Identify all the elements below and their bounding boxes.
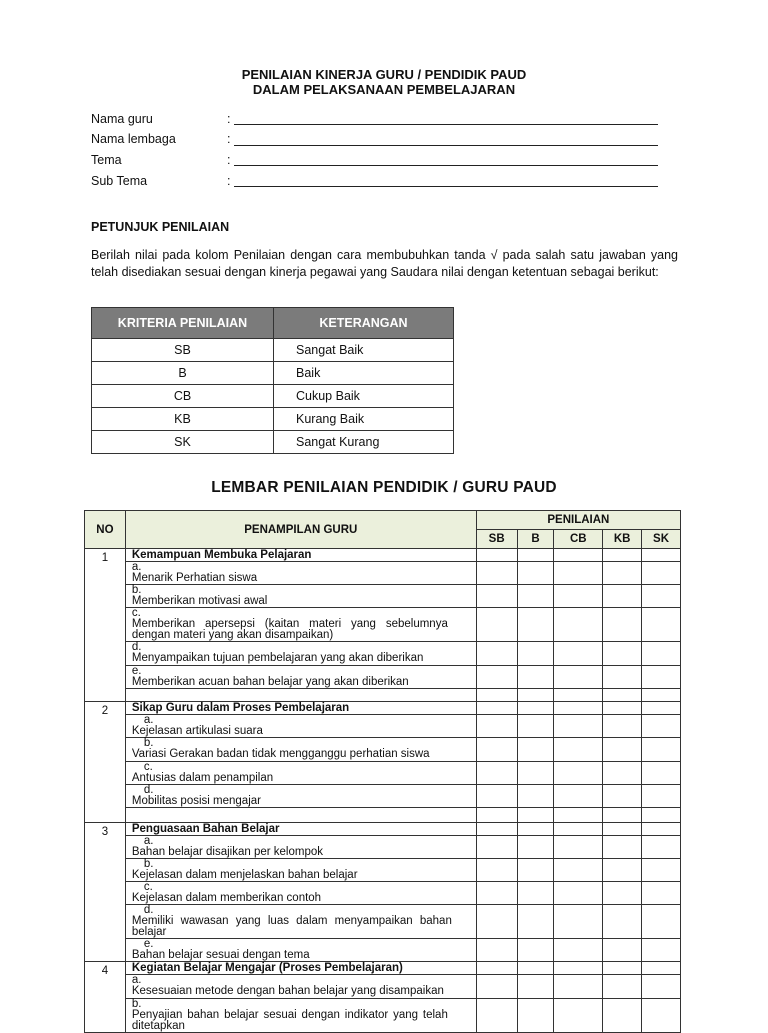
score-cell[interactable] bbox=[642, 562, 681, 585]
score-cell[interactable] bbox=[476, 715, 517, 738]
score-cell[interactable] bbox=[603, 689, 642, 702]
score-cell[interactable] bbox=[517, 882, 554, 905]
score-cell[interactable] bbox=[476, 962, 517, 975]
item-label: c. bbox=[143, 881, 153, 893]
item-cell bbox=[125, 642, 476, 666]
item-row bbox=[85, 882, 681, 905]
score-cell[interactable] bbox=[517, 836, 554, 859]
item-cell bbox=[125, 905, 476, 939]
item-row bbox=[85, 939, 681, 962]
section-row bbox=[85, 823, 681, 836]
section-title: Kemampuan Membuka Pelajaran bbox=[125, 549, 476, 562]
item-row bbox=[85, 905, 681, 939]
score-cell[interactable] bbox=[554, 608, 603, 642]
item-text: Penyajian bahan belajar sesuai dengan indikator yang telah ditetapkan bbox=[131, 1009, 448, 1032]
score-cell[interactable] bbox=[554, 882, 603, 905]
score-cell[interactable] bbox=[517, 859, 554, 882]
score-cell[interactable] bbox=[603, 562, 642, 585]
score-cell[interactable] bbox=[476, 808, 517, 823]
score-cell[interactable] bbox=[517, 823, 554, 836]
score-cell[interactable] bbox=[476, 939, 517, 962]
section-title: Sikap Guru dalam Proses Pembelajaran bbox=[125, 702, 476, 715]
item-label: a. bbox=[131, 974, 142, 986]
kriteria-row bbox=[92, 385, 454, 408]
item-cell bbox=[125, 738, 476, 762]
score-cell[interactable] bbox=[517, 785, 554, 808]
item-row bbox=[85, 762, 681, 785]
kriteria-row bbox=[92, 431, 454, 454]
item-text: Kejelasan dalam menjelaskan bahan belajar bbox=[131, 869, 358, 881]
score-cell[interactable] bbox=[642, 905, 681, 939]
field-colon: : bbox=[227, 153, 231, 167]
item-row bbox=[85, 738, 681, 762]
kriteria-row bbox=[92, 408, 454, 431]
item-label: b. bbox=[131, 584, 142, 596]
kriteria-row bbox=[92, 339, 454, 362]
score-cell[interactable] bbox=[642, 738, 681, 762]
item-cell bbox=[125, 859, 476, 882]
field-line-tema[interactable] bbox=[234, 165, 658, 166]
score-cell[interactable] bbox=[603, 905, 642, 939]
item-cell bbox=[125, 939, 476, 962]
score-cell[interactable] bbox=[603, 808, 642, 823]
score-cell[interactable] bbox=[476, 689, 517, 702]
item-cell bbox=[125, 975, 476, 999]
score-cell[interactable] bbox=[642, 608, 681, 642]
score-cell[interactable] bbox=[476, 608, 517, 642]
score-cell[interactable] bbox=[603, 823, 642, 836]
score-cell[interactable] bbox=[517, 738, 554, 762]
kriteria-desc: Sangat Kurang bbox=[274, 431, 454, 454]
item-text: Mobilitas posisi mengajar bbox=[131, 795, 261, 807]
item-row bbox=[85, 715, 681, 738]
score-cell[interactable] bbox=[603, 962, 642, 975]
item-cell bbox=[125, 585, 476, 608]
score-cell[interactable] bbox=[476, 975, 517, 999]
score-cell[interactable] bbox=[642, 808, 681, 823]
item-row bbox=[85, 785, 681, 808]
score-cell[interactable] bbox=[476, 549, 517, 562]
item-row bbox=[85, 666, 681, 689]
score-cell[interactable] bbox=[517, 939, 554, 962]
score-cell[interactable] bbox=[554, 808, 603, 823]
field-label-nama-guru: Nama guru bbox=[91, 112, 153, 126]
score-cell[interactable] bbox=[476, 738, 517, 762]
item-label: e. bbox=[131, 665, 142, 677]
item-label: c. bbox=[143, 761, 153, 773]
score-header-cb: CB bbox=[554, 530, 603, 549]
item-text: Variasi Gerakan badan tidak mengganggu perhatian siswa bbox=[131, 748, 430, 760]
header-no: NO bbox=[85, 511, 126, 549]
score-cell[interactable] bbox=[476, 562, 517, 585]
score-cell[interactable] bbox=[642, 785, 681, 808]
score-cell[interactable] bbox=[603, 939, 642, 962]
score-cell[interactable] bbox=[642, 859, 681, 882]
document-title-line2: DALAM PELAKSANAAN PEMBELAJARAN bbox=[252, 82, 516, 97]
kriteria-code: CB bbox=[92, 385, 274, 408]
item-cell bbox=[125, 608, 476, 642]
score-cell[interactable] bbox=[517, 549, 554, 562]
score-cell[interactable] bbox=[517, 702, 554, 715]
lembar-title: LEMBAR PENILAIAN PENDIDIK / GURU PAUD bbox=[211, 479, 557, 496]
item-label: c. bbox=[131, 607, 141, 619]
score-cell[interactable] bbox=[517, 905, 554, 939]
score-cell[interactable] bbox=[517, 975, 554, 999]
score-cell[interactable] bbox=[517, 666, 554, 689]
item-text: Kesesuaian metode dengan bahan belajar yang disampaikan bbox=[131, 985, 444, 997]
item-row bbox=[85, 608, 681, 642]
spacer-cell bbox=[125, 808, 476, 823]
kriteria-code: B bbox=[92, 362, 274, 385]
score-cell[interactable] bbox=[603, 585, 642, 608]
item-text: Antusias dalam penampilan bbox=[131, 772, 274, 784]
item-label: a. bbox=[143, 835, 154, 847]
score-cell[interactable] bbox=[642, 689, 681, 702]
score-cell[interactable] bbox=[517, 999, 554, 1033]
item-cell bbox=[125, 785, 476, 808]
score-cell[interactable] bbox=[554, 939, 603, 962]
score-cell[interactable] bbox=[554, 823, 603, 836]
item-text: Kejelasan artikulasi suara bbox=[131, 725, 263, 737]
score-cell[interactable] bbox=[554, 715, 603, 738]
score-cell[interactable] bbox=[476, 859, 517, 882]
field-colon: : bbox=[227, 132, 231, 146]
kriteria-desc: Kurang Baik bbox=[274, 408, 454, 431]
section-title: Kegiatan Belajar Mengajar (Proses Pembelajaran) bbox=[125, 962, 476, 975]
score-cell[interactable] bbox=[517, 962, 554, 975]
petunjuk-heading: PETUNJUK PENILAIAN bbox=[91, 220, 230, 234]
item-label: b. bbox=[143, 737, 154, 749]
item-label: b. bbox=[131, 998, 142, 1010]
score-cell[interactable] bbox=[642, 882, 681, 905]
item-cell bbox=[125, 882, 476, 905]
item-label: b. bbox=[143, 858, 154, 870]
score-cell[interactable] bbox=[603, 738, 642, 762]
score-cell[interactable] bbox=[476, 762, 517, 785]
item-cell bbox=[125, 999, 476, 1033]
score-cell[interactable] bbox=[603, 836, 642, 859]
score-cell[interactable] bbox=[603, 702, 642, 715]
kriteria-desc: Baik bbox=[274, 362, 454, 385]
score-cell[interactable] bbox=[476, 666, 517, 689]
score-cell[interactable] bbox=[554, 562, 603, 585]
score-cell[interactable] bbox=[554, 738, 603, 762]
score-header-kb: KB bbox=[603, 530, 642, 549]
row-number: 3 bbox=[85, 823, 126, 962]
item-cell bbox=[125, 762, 476, 785]
field-colon: : bbox=[227, 112, 231, 126]
score-cell[interactable] bbox=[554, 975, 603, 999]
item-cell bbox=[125, 666, 476, 689]
section-row bbox=[85, 702, 681, 715]
score-cell[interactable] bbox=[476, 823, 517, 836]
item-text: Memberikan acuan bahan belajar yang akan diberikan bbox=[131, 676, 409, 688]
penilaian-table bbox=[84, 510, 681, 1033]
item-text: Menyampaikan tujuan pembelajaran yang akan diberikan bbox=[131, 652, 424, 664]
kriteria-desc: Cukup Baik bbox=[274, 385, 454, 408]
kriteria-code: KB bbox=[92, 408, 274, 431]
item-row bbox=[85, 562, 681, 585]
score-cell[interactable] bbox=[554, 859, 603, 882]
score-header-b: B bbox=[517, 530, 554, 549]
score-cell[interactable] bbox=[642, 762, 681, 785]
document-title-line1: PENILAIAN KINERJA GURU / PENDIDIK PAUD bbox=[241, 67, 527, 82]
field-line-nama-guru[interactable] bbox=[234, 124, 658, 125]
score-cell[interactable] bbox=[517, 642, 554, 666]
header-penampilan-guru: PENAMPILAN GURU bbox=[125, 511, 476, 549]
item-cell bbox=[125, 836, 476, 859]
score-cell[interactable] bbox=[517, 585, 554, 608]
item-row bbox=[85, 999, 681, 1033]
score-cell[interactable] bbox=[642, 549, 681, 562]
score-cell[interactable] bbox=[642, 702, 681, 715]
item-text: Bahan belajar disajikan per kelompok bbox=[131, 846, 324, 858]
field-line-sub-tema[interactable] bbox=[234, 186, 658, 187]
spacer-row bbox=[85, 689, 681, 702]
item-row bbox=[85, 859, 681, 882]
score-cell[interactable] bbox=[554, 642, 603, 666]
field-colon: : bbox=[227, 174, 231, 188]
instruction-paragraph: Berilah nilai pada kolom Penilaian dengan cara membubuhkan tanda √ pada salah satu jawaban yang telah disediakan sesuai dengan kinerja pegawai yang Saudara nilai dengan ketentuan sebagai berikut: bbox=[91, 248, 678, 279]
score-cell[interactable] bbox=[642, 939, 681, 962]
score-cell[interactable] bbox=[642, 975, 681, 999]
score-cell[interactable] bbox=[476, 642, 517, 666]
score-cell[interactable] bbox=[554, 689, 603, 702]
item-text: Memberikan apersepsi (kaitan materi yang sebelumnya dengan materi yang akan disampaikan) bbox=[131, 618, 448, 641]
item-text: Bahan belajar sesuai dengan tema bbox=[131, 949, 310, 961]
item-row bbox=[85, 836, 681, 859]
score-cell[interactable] bbox=[517, 562, 554, 585]
score-cell[interactable] bbox=[603, 975, 642, 999]
row-number: 4 bbox=[85, 962, 126, 1033]
item-label: d. bbox=[131, 641, 142, 653]
score-cell[interactable] bbox=[476, 702, 517, 715]
kriteria-table bbox=[91, 307, 454, 454]
score-cell[interactable] bbox=[603, 882, 642, 905]
score-cell[interactable] bbox=[603, 785, 642, 808]
kriteria-header: KRITERIA PENILAIAN bbox=[92, 308, 274, 339]
kriteria-code: SK bbox=[92, 431, 274, 454]
score-cell[interactable] bbox=[642, 585, 681, 608]
item-text: Memiliki wawasan yang luas dalam menyampaikan bahan belajar bbox=[131, 915, 452, 938]
score-cell[interactable] bbox=[476, 882, 517, 905]
score-cell[interactable] bbox=[476, 905, 517, 939]
item-cell bbox=[125, 715, 476, 738]
score-cell[interactable] bbox=[603, 642, 642, 666]
score-header-sk: SK bbox=[642, 530, 681, 549]
row-number: 2 bbox=[85, 702, 126, 823]
item-label: d. bbox=[143, 784, 154, 796]
score-cell[interactable] bbox=[517, 808, 554, 823]
item-text: Memberikan motivasi awal bbox=[131, 595, 268, 607]
kriteria-desc: Sangat Baik bbox=[274, 339, 454, 362]
score-cell[interactable] bbox=[642, 666, 681, 689]
spacer-row bbox=[85, 808, 681, 823]
score-header-sb: SB bbox=[476, 530, 517, 549]
score-cell[interactable] bbox=[476, 785, 517, 808]
row-number: 1 bbox=[85, 549, 126, 702]
spacer-cell bbox=[125, 689, 476, 702]
score-cell[interactable] bbox=[476, 585, 517, 608]
score-cell[interactable] bbox=[476, 999, 517, 1033]
score-cell[interactable] bbox=[517, 762, 554, 785]
score-cell[interactable] bbox=[554, 999, 603, 1033]
score-cell[interactable] bbox=[642, 999, 681, 1033]
score-cell[interactable] bbox=[554, 702, 603, 715]
header-penilaian: PENILAIAN bbox=[476, 511, 680, 530]
field-label-sub-tema: Sub Tema bbox=[91, 174, 148, 188]
score-cell[interactable] bbox=[554, 905, 603, 939]
score-cell[interactable] bbox=[642, 715, 681, 738]
score-cell[interactable] bbox=[517, 715, 554, 738]
score-cell[interactable] bbox=[554, 836, 603, 859]
score-cell[interactable] bbox=[603, 859, 642, 882]
item-cell bbox=[125, 562, 476, 585]
field-line-nama-lembaga[interactable] bbox=[234, 145, 658, 146]
score-cell[interactable] bbox=[603, 999, 642, 1033]
score-cell[interactable] bbox=[517, 608, 554, 642]
kriteria-code: SB bbox=[92, 339, 274, 362]
score-cell[interactable] bbox=[554, 549, 603, 562]
score-cell[interactable] bbox=[554, 666, 603, 689]
field-label-tema: Tema bbox=[91, 153, 122, 167]
score-cell[interactable] bbox=[603, 549, 642, 562]
item-label: e. bbox=[143, 938, 154, 950]
section-row bbox=[85, 962, 681, 975]
score-cell[interactable] bbox=[554, 762, 603, 785]
section-row bbox=[85, 549, 681, 562]
item-label: a. bbox=[131, 561, 142, 573]
section-title: Penguasaan Bahan Belajar bbox=[125, 823, 476, 836]
score-cell[interactable] bbox=[603, 762, 642, 785]
item-text: Menarik Perhatian siswa bbox=[131, 572, 258, 584]
keterangan-header: KETERANGAN bbox=[274, 308, 454, 339]
item-text: Kejelasan dalam memberikan contoh bbox=[131, 892, 322, 904]
score-cell[interactable] bbox=[603, 608, 642, 642]
score-cell[interactable] bbox=[476, 836, 517, 859]
score-cell[interactable] bbox=[642, 823, 681, 836]
score-cell[interactable] bbox=[517, 689, 554, 702]
score-cell[interactable] bbox=[642, 836, 681, 859]
score-cell[interactable] bbox=[554, 785, 603, 808]
item-label: d. bbox=[143, 904, 154, 916]
field-label-nama-lembaga: Nama lembaga bbox=[91, 132, 176, 146]
score-cell[interactable] bbox=[554, 962, 603, 975]
item-row bbox=[85, 585, 681, 608]
kriteria-row bbox=[92, 362, 454, 385]
item-row bbox=[85, 975, 681, 999]
score-cell[interactable] bbox=[603, 715, 642, 738]
item-row bbox=[85, 642, 681, 666]
item-label: a. bbox=[143, 714, 154, 726]
score-cell[interactable] bbox=[603, 666, 642, 689]
score-cell[interactable] bbox=[554, 585, 603, 608]
score-cell[interactable] bbox=[642, 962, 681, 975]
score-cell[interactable] bbox=[642, 642, 681, 666]
